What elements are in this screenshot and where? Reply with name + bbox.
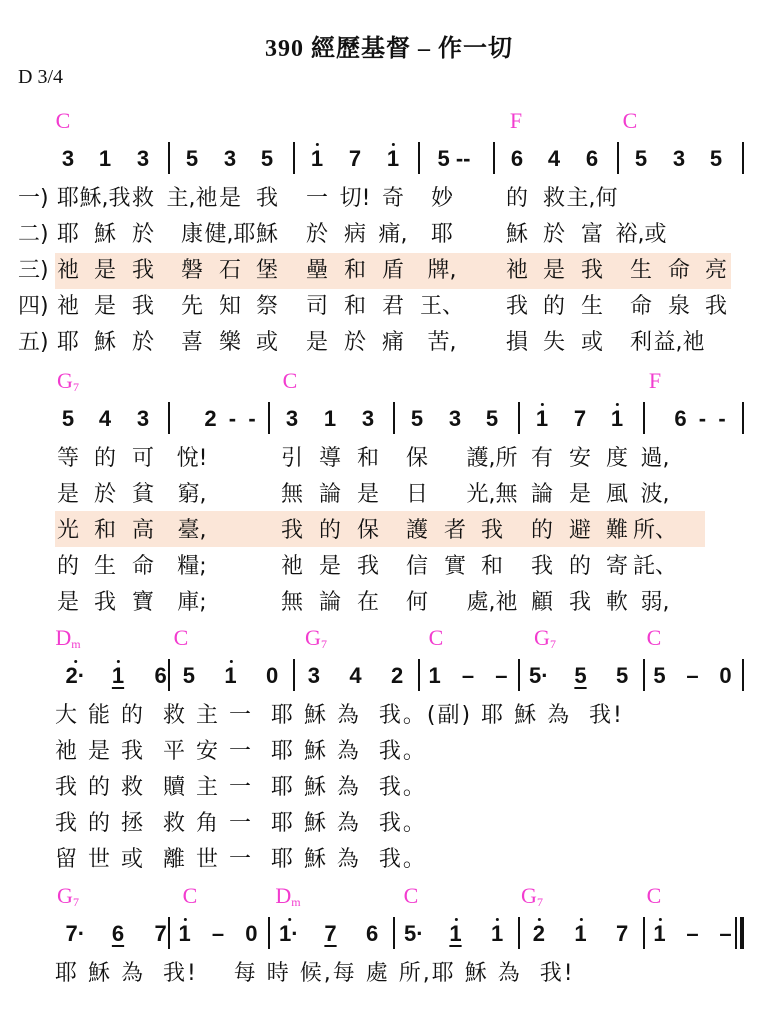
lyric-word: 託、: [632, 554, 678, 579]
chord-symbol: F: [648, 368, 662, 393]
lyric-word: 導: [318, 446, 342, 471]
note: 7: [324, 921, 337, 946]
lyric-word: 論: [318, 482, 342, 507]
note: –: [686, 921, 699, 946]
chord-symbol: C: [403, 883, 419, 908]
lyric-word: 我: [280, 518, 304, 543]
note: 2: [391, 663, 404, 688]
note: 0: [245, 921, 258, 946]
chord-symbol: C: [55, 108, 71, 133]
chord-symbol: F: [509, 108, 523, 133]
lyric-word: 生: [580, 294, 604, 319]
lyric-line: 大 能 的 救 主 一 耶 穌 為 我。(副) 耶 穌 為 我!: [55, 703, 624, 728]
lyric-word: 是: [318, 554, 342, 579]
note: 6: [111, 921, 125, 946]
lyric-word: 是: [305, 330, 329, 355]
lyric-word: 樂: [218, 330, 242, 355]
lyric-word: 利: [629, 330, 653, 355]
note: 6: [154, 663, 167, 688]
lyric-word: 盾: [381, 258, 405, 283]
lyric-line: 祂 是 我 平 安 一 耶 穌 為 我。: [55, 739, 427, 764]
note: 1: [449, 921, 462, 946]
final-barline-thin: [735, 917, 737, 949]
note: 6: [510, 146, 524, 171]
note: 7: [573, 406, 587, 431]
note: 4: [349, 663, 362, 688]
lyric-word: 祂: [505, 258, 529, 283]
lyric-word: 苦,: [427, 330, 457, 355]
lyric-word: 健,耶: [204, 222, 256, 247]
chord-symbol: $G_7$: [521, 883, 543, 909]
lyric-word: 主,祂: [166, 186, 218, 211]
lyric-word: 寶: [131, 590, 155, 615]
verse-label: 一): [18, 186, 49, 211]
lyric-word: 是: [218, 186, 242, 211]
note: 5: [485, 406, 499, 431]
lyric-word: 穌: [93, 222, 117, 247]
note: 3: [136, 406, 150, 431]
hymn-title: 390 經歷基督 – 作一切: [265, 36, 513, 62]
note: 1: [386, 146, 400, 171]
note: –: [461, 663, 475, 688]
lyric-word: 的: [542, 294, 566, 319]
note: 5: [574, 663, 587, 688]
lyric-word: 貧: [131, 482, 155, 507]
lyric-word: 生: [93, 554, 117, 579]
note: 2·: [65, 663, 86, 688]
lyric-word: 康: [180, 222, 204, 247]
lyric-word: 或: [255, 330, 279, 355]
lyric-word: 祭: [255, 294, 279, 319]
lyric-word: 在: [356, 590, 380, 615]
lyric-word: 的: [568, 554, 592, 579]
lyric-word: 論: [318, 590, 342, 615]
lyric-word: 等: [56, 446, 80, 471]
lyric-word: 是: [93, 294, 117, 319]
lyric-word: 損: [505, 330, 529, 355]
lyric-word: 我: [131, 294, 155, 319]
lyric-word: 我: [356, 554, 380, 579]
note: 3: [285, 406, 299, 431]
note: 1: [224, 663, 237, 688]
note: 1: [574, 921, 587, 946]
lyric-word: 知: [218, 294, 242, 319]
note: 5: [260, 146, 274, 171]
lyric-word: 論: [530, 482, 554, 507]
lyric-word: 糧;: [177, 554, 207, 579]
lyric-word: 先: [180, 294, 204, 319]
note: 1: [653, 921, 666, 946]
lyric-word: 穌: [505, 222, 529, 247]
note: –: [719, 921, 732, 946]
barline: [617, 142, 619, 174]
barline: [643, 917, 645, 949]
lyric-word: 命: [667, 258, 691, 283]
lyric-word: 泉: [667, 294, 691, 319]
barline: [293, 142, 295, 174]
lyric-word: 是: [56, 590, 80, 615]
lyric-word: 者: [443, 518, 467, 543]
lyric-word: 和: [343, 258, 367, 283]
note: 4: [547, 146, 561, 171]
lyric-word: 高: [131, 518, 155, 543]
lyric-word: 和: [480, 554, 504, 579]
lyric-word: 於: [343, 330, 367, 355]
note: 6 - -: [674, 406, 726, 431]
lyric-word: 護,所: [466, 446, 518, 471]
chord-symbol: C: [646, 883, 662, 908]
chord-symbol: C: [182, 883, 198, 908]
lyric-word: 可: [131, 446, 155, 471]
lyric-word: 磐: [180, 258, 204, 283]
lyric-word: 壘: [305, 258, 329, 283]
note: 2: [532, 921, 545, 946]
barline: [168, 402, 170, 434]
lyric-word: 救: [542, 186, 566, 211]
lyric-word: 祂: [56, 258, 80, 283]
barline: [643, 402, 645, 434]
chord-symbol: $G_7$: [305, 625, 327, 651]
lyric-word: 奇: [381, 186, 405, 211]
note: 7: [616, 921, 629, 946]
lyric-word: 石: [218, 258, 242, 283]
lyric-word: 穌,我: [79, 186, 131, 211]
lyric-word: 信: [405, 554, 429, 579]
chord-symbol: $D_m$: [275, 883, 301, 909]
lyric-word: 於: [542, 222, 566, 247]
lyric-word: 我: [255, 186, 279, 211]
lyric-word: 寄: [605, 554, 629, 579]
lyric-word: 益,祂: [653, 330, 705, 355]
lyric-word: 所、: [632, 518, 678, 543]
lyric-word: 失: [542, 330, 566, 355]
note: 3: [307, 663, 320, 688]
lyric-word: 是: [356, 482, 380, 507]
barline: [493, 142, 495, 174]
lyric-word: 君: [381, 294, 405, 319]
lyric-word: 我: [530, 554, 554, 579]
lyric-word: 救: [131, 186, 155, 211]
barline: [393, 917, 395, 949]
note: 1: [491, 921, 504, 946]
lyric-word: 於: [131, 330, 155, 355]
lyric-word: 引: [280, 446, 304, 471]
lyric-line: 我 的 救 贖 主 一 耶 穌 為 我。: [55, 775, 427, 800]
note: 3: [223, 146, 237, 171]
lyric-word: 護: [405, 518, 429, 543]
lyric-word: 光: [56, 518, 80, 543]
lyric-word: 我: [505, 294, 529, 319]
verse-label: 三): [18, 258, 49, 283]
lyric-word: 處,祂: [466, 590, 518, 615]
lyric-word: 於: [131, 222, 155, 247]
note: 5: [653, 663, 666, 688]
note: 2 - -: [204, 406, 256, 431]
lyric-word: 我: [704, 294, 728, 319]
lyric-word: 我: [480, 518, 504, 543]
lyric-word: 無: [280, 482, 304, 507]
lyric-word: 窮,: [177, 482, 207, 507]
note: 1: [178, 921, 191, 946]
barline: [518, 402, 520, 434]
lyric-word: 堡: [255, 258, 279, 283]
lyric-word: 悅!: [176, 446, 208, 471]
barline: [742, 402, 744, 434]
barline: [393, 402, 395, 434]
chord-symbol: $G_7$: [534, 625, 556, 651]
lyric-line: 我 的 拯 救 角 一 耶 穌 為 我。: [55, 811, 427, 836]
lyric-word: 生: [629, 258, 653, 283]
note: 5: [61, 406, 75, 431]
lyric-word: 無: [280, 590, 304, 615]
chord-symbol: $D_m$: [55, 625, 81, 651]
note: 7·: [65, 921, 86, 946]
lyric-word: 耶: [56, 330, 80, 355]
lyric-word: 何: [405, 590, 429, 615]
note: –: [495, 663, 508, 688]
note: 3: [136, 146, 150, 171]
verse-label: 二): [18, 222, 49, 247]
lyric-word: 王、: [419, 294, 465, 319]
note: –: [686, 663, 699, 688]
note: 1: [610, 406, 624, 431]
barline: [418, 142, 420, 174]
lyric-line: 耶 穌 為 我! 每 時 候,每 處 所,耶 穌 為 我!: [55, 961, 575, 986]
lyric-word: 祂: [280, 554, 304, 579]
lyric-word: 是: [568, 482, 592, 507]
verse-label: 五): [18, 330, 49, 355]
barline: [742, 142, 744, 174]
lyric-word: 是: [542, 258, 566, 283]
lyric-word: 司: [305, 294, 329, 319]
chord-symbol: C: [646, 625, 662, 650]
lyric-word: 我: [93, 590, 117, 615]
lyric-word: 有: [530, 446, 554, 471]
note: 1: [111, 663, 125, 688]
note: 5: [185, 146, 199, 171]
lyric-word: 我: [568, 590, 592, 615]
lyric-word: 的: [318, 518, 342, 543]
barline: [168, 917, 170, 949]
lyric-word: 妙: [430, 186, 454, 211]
note: 6: [585, 146, 599, 171]
chord-symbol: $G_7$: [57, 368, 79, 394]
final-barline-thick: [740, 917, 744, 949]
note: 5: [182, 663, 195, 688]
key-time-signature: D 3/4: [18, 66, 63, 88]
chord-symbol: C: [282, 368, 298, 393]
barline: [168, 142, 170, 174]
lyric-word: 富: [580, 222, 604, 247]
lyric-word: 的: [505, 186, 529, 211]
note: 1: [428, 663, 441, 688]
lyric-word: 波,: [640, 482, 670, 507]
lyric-word: 過,: [640, 446, 670, 471]
note: 1: [323, 406, 337, 431]
barline: [643, 659, 645, 691]
lyric-word: 主,何: [566, 186, 618, 211]
barline: [518, 659, 520, 691]
lyric-word: 痛: [381, 330, 405, 355]
lyric-word: 或: [580, 330, 604, 355]
note: 0: [719, 663, 732, 688]
lyric-word: 日: [405, 482, 429, 507]
lyric-word: 保: [405, 446, 429, 471]
note: 1: [98, 146, 112, 171]
note: 1: [535, 406, 549, 431]
lyric-word: 安: [568, 446, 592, 471]
note: 3: [61, 146, 75, 171]
note: 5·: [529, 663, 549, 688]
lyric-word: 穌: [255, 222, 279, 247]
lyric-word: 的: [56, 554, 80, 579]
chord-symbol: $G_7$: [57, 883, 79, 909]
lyric-line: 留 世 或 離 世 一 耶 穌 為 我。: [55, 847, 427, 872]
lyric-word: 風: [605, 482, 629, 507]
lyric-word: 和: [93, 518, 117, 543]
lyric-word: 穌: [93, 330, 117, 355]
lyric-word: 的: [93, 446, 117, 471]
lyric-word: 的: [530, 518, 554, 543]
note: 5: [410, 406, 424, 431]
lyric-word: 喜: [180, 330, 204, 355]
barline: [268, 402, 270, 434]
lyric-word: 顧: [530, 590, 554, 615]
note: 3: [361, 406, 375, 431]
lyric-word: 是: [56, 482, 80, 507]
lyric-word: 避: [568, 518, 592, 543]
note: 4: [98, 406, 112, 431]
note: 3: [448, 406, 462, 431]
lyric-word: 耶: [56, 186, 80, 211]
note: 3: [672, 146, 686, 171]
note: –: [211, 921, 225, 946]
lyric-word: 我: [580, 258, 604, 283]
lyric-word: 我: [131, 258, 155, 283]
lyric-word: 裕,或: [615, 222, 667, 247]
lyric-word: 弱,: [640, 590, 670, 615]
note: 5: [634, 146, 648, 171]
lyric-word: 保: [356, 518, 380, 543]
note: 0: [266, 663, 279, 688]
lyric-word: 耶: [56, 222, 80, 247]
lyric-word: 光,無: [466, 482, 518, 507]
lyric-word: 是: [93, 258, 117, 283]
lyric-word: 命: [629, 294, 653, 319]
lyric-word: 祂: [56, 294, 80, 319]
barline: [293, 659, 295, 691]
note: 5 --: [437, 146, 471, 171]
lyric-word: 切!: [339, 186, 371, 211]
lyric-word: 牌,: [427, 258, 457, 283]
barline: [168, 659, 170, 691]
lyric-word: 於: [93, 482, 117, 507]
note: 7: [154, 921, 167, 946]
chord-symbol: C: [622, 108, 638, 133]
lyric-word: 軟: [605, 590, 629, 615]
barline: [742, 659, 744, 691]
lyric-word: 臺,: [177, 518, 207, 543]
note: 1·: [279, 921, 299, 946]
lyric-word: 病: [343, 222, 367, 247]
lyric-word: 命: [131, 554, 155, 579]
chord-symbol: C: [173, 625, 189, 650]
lyric-word: 實: [443, 554, 467, 579]
note: 6: [366, 921, 379, 946]
barline: [268, 917, 270, 949]
lyric-word: 度: [605, 446, 629, 471]
note: 5: [709, 146, 723, 171]
lyric-word: 痛,: [378, 222, 408, 247]
note: 5·: [404, 921, 424, 946]
note: 1: [310, 146, 324, 171]
lyric-word: 和: [343, 294, 367, 319]
lyric-word: 和: [356, 446, 380, 471]
lyric-word: 庫;: [177, 590, 207, 615]
note: 7: [348, 146, 362, 171]
lyric-word: 於: [305, 222, 329, 247]
lyric-word: 難: [605, 518, 629, 543]
lyric-word: 亮: [704, 258, 728, 283]
barline: [418, 659, 420, 691]
lyric-word: 耶: [430, 222, 454, 247]
chord-symbol: C: [428, 625, 444, 650]
verse-label: 四): [18, 294, 49, 319]
barline: [518, 917, 520, 949]
lyric-word: 一: [305, 186, 329, 211]
note: 5: [616, 663, 629, 688]
